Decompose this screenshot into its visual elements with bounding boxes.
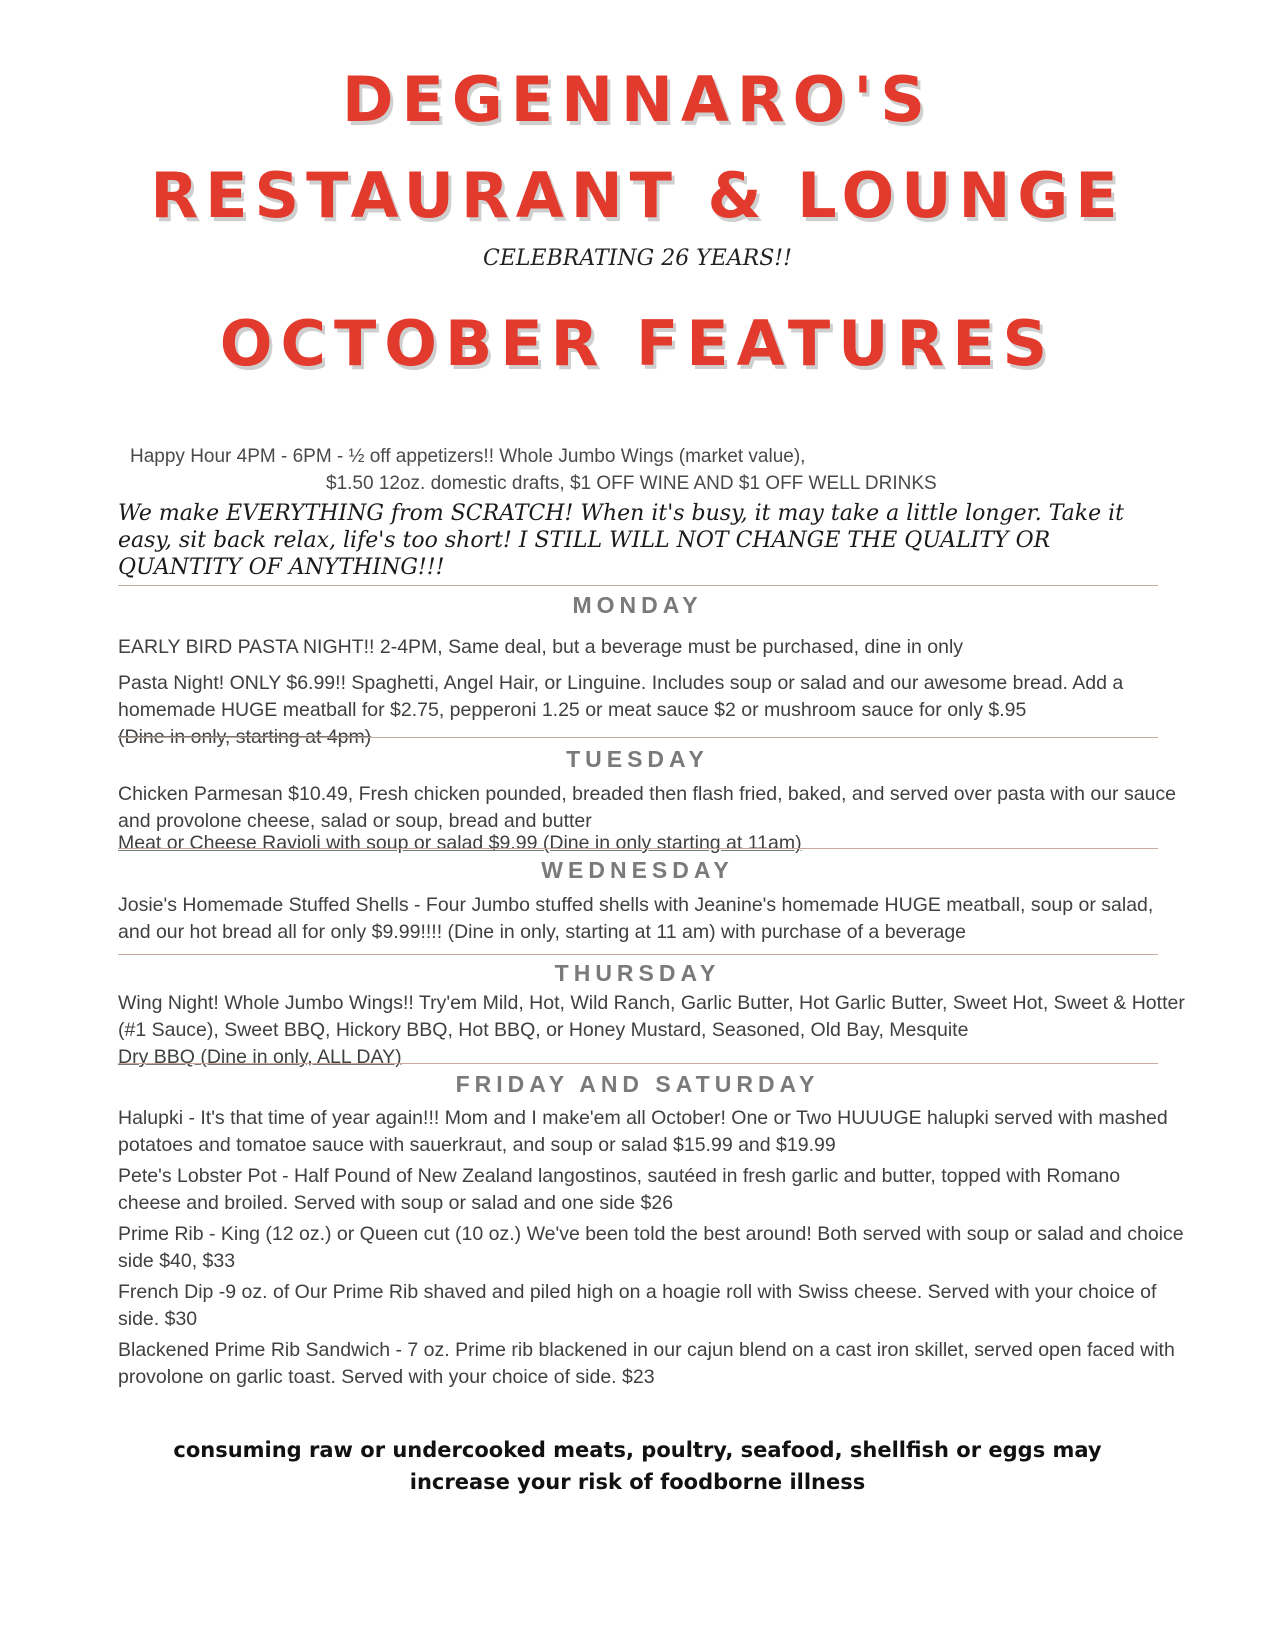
warning-line-2: increase your risk of foodborne illness [409,1470,866,1494]
restaurant-name: DEGENNARO'S [342,63,933,136]
french-dip-item: French Dip -9 oz. of Our Prime Rib shaved and piled high on a hoagie roll with Swiss cheese. Served with your choice of side. $30 [118,1281,1157,1330]
monday-heading: MONDAY [572,592,703,618]
divider [118,954,1158,955]
halupki-item: Halupki - It's that time of year again!!! Mom and I make'em all October! One or Two HUUUGE halupki served with mashed potatoes and tomatoe sauce with sauerkraut, and soup or salad $15.99 and $19.99 [118,1107,1168,1156]
ravioli-item: Meat or Cheese Ravioli with soup or salad $9.99 (Dine in only starting at 11am) [118,832,802,854]
happy-hour-line-2: $1.50 12oz. domestic drafts, $1 OFF WINE AND $1 OFF WELL DRINKS [326,473,937,494]
friday-saturday-heading: FRIDAY AND SATURDAY [455,1071,820,1097]
wing-night-item: Wing Night! Whole Jumbo Wings!! Try'em Mild, Hot, Wild Ranch, Garlic Butter, Hot Garlic Butter, Sweet Hot, Sweet & Hotter (#1 Sauce), Sweet BBQ, Hickory BBQ, Hot BBQ, or Honey Mustard, Seasoned, Old Bay, Mesquite [118,992,1185,1041]
divider [118,737,1158,738]
early-bird-item: EARLY BIRD PASTA NIGHT!! 2-4PM, Same deal, but a beverage must be purchased, dine in only [118,636,964,658]
food-safety-warning [0,1434,1275,1498]
scratch-note: We make EVERYTHING from SCRATCH! When it's busy, it may take a little longer. Take it easy, sit back relax, life's too short! I STILL WILL NOT CHANGE THE QUALITY OR QUANTITY OF ANYTHING!!! [118,501,1125,580]
features-title: OCTOBER FEATURES [219,307,1056,380]
prime-rib-item: Prime Rib - King (12 oz.) or Queen cut (10 oz.) We've been told the best around! Both served with soup or salad and choice side $40, $33 [118,1223,1184,1272]
tuesday-heading: TUESDAY [566,746,709,772]
chicken-parmesan-item: Chicken Parmesan $10.49, Fresh chicken pounded, breaded then flash fried, baked, and served over pasta with our sauce and provolone cheese, salad or soup, bread and butter [118,783,1176,832]
thursday-heading: THURSDAY [554,960,721,986]
wednesday-heading: WEDNESDAY [541,857,734,883]
restaurant-subtitle: RESTAURANT & LOUNGE [150,159,1125,232]
divider [118,848,1158,849]
pasta-night-item: Pasta Night! ONLY $6.99!! Spaghetti, Angel Hair, or Linguine. Includes soup or salad and our awesome bread. Add a homemade HUGE meatball for $2.75, pepperoni 1.25 or meat sauce $2 or mushroom sauce for only $.95 [118,672,1124,721]
anniversary-tagline: CELEBRATING 26 YEARS!! [483,246,792,271]
divider [118,585,1158,586]
happy-hour-line-1: Happy Hour 4PM - 6PM - ½ off appetizers!! Whole Jumbo Wings (market value), [130,446,806,467]
stuffed-shells-item: Josie's Homemade Stuffed Shells - Four Jumbo stuffed shells with Jeanine's homemade HUGE meatball, soup or salad, and our hot bread all for only $9.99!!!! (Dine in only, starting at 11 am) with purchase of a beverage [118,894,1154,943]
blackened-prime-rib-item: Blackened Prime Rib Sandwich - 7 oz. Prime rib blackened in our cajun blend on a cast iron skillet, served open faced with provolone on garlic toast. Served with your choice of side. $23 [118,1339,1175,1388]
warning-line-1: consuming raw or undercooked meats, poultry, seafood, shellfish or eggs may [173,1438,1102,1462]
divider [118,1063,1158,1064]
pasta-night-note: (Dine in only, starting at 4pm) [118,726,372,748]
wing-night-note: Dry BBQ (Dine in only, ALL DAY) [118,1046,402,1068]
lobster-pot-item: Pete's Lobster Pot - Half Pound of New Zealand langostinos, sautéed in fresh garlic and butter, topped with Romano cheese and broiled. Served with soup or salad and one side $26 [118,1165,1121,1214]
